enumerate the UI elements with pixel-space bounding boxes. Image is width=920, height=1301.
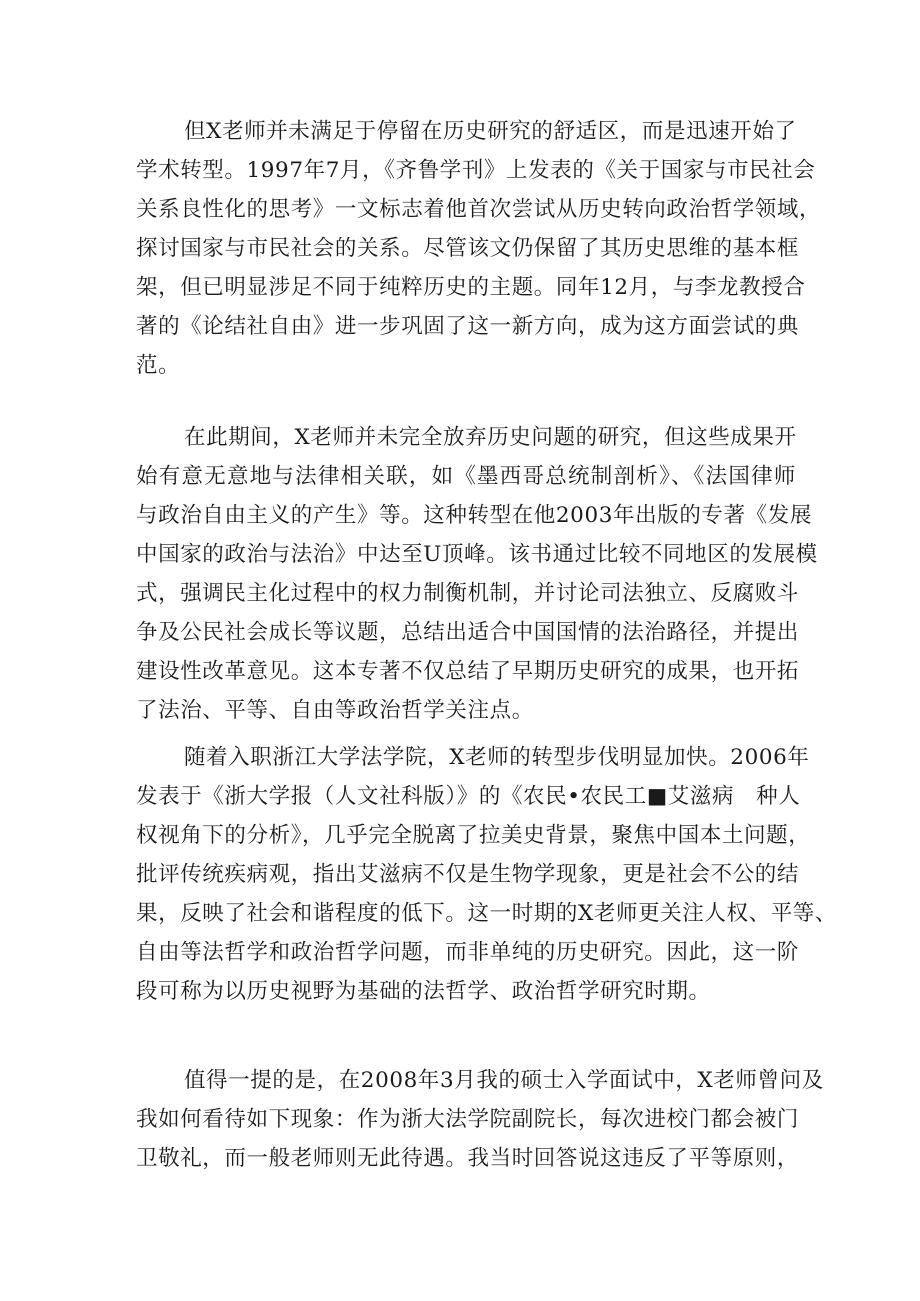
text-line: 值得一提的是，在2008年3月我的硕士入学面试中，X老师曾问及 [184,1068,824,1093]
text-line: 建设性改革意见。这本专著不仅总结了早期历史研究的成果，也开拓 [136,659,800,684]
text-line: 自由等法哲学和政治哲学问题，而非单纯的历史研究。因此，这一阶 [136,940,800,965]
text-line: 随着入职浙江大学法学院，X老师的转型步伐明显加快。2006年 [184,745,810,770]
text-line: 我如何看待如下现象：作为浙大法学院副院长，每次进校门都会被门 [136,1107,800,1132]
text-line: 探讨国家与市民社会的关系。尽管该文仍保留了其历史思维的基本框 [136,236,800,261]
text-line: 卫敬礼，而一般老师则无此待遇。我当时回答说这违反了平等原则， [136,1146,800,1171]
paragraph-3 [136,738,838,1011]
text-line: 著的《论结社自由》进一步巩固了这一新方向，成为这方面尝试的典 [136,314,800,339]
text-line: 权视角下的分析》，几乎完全脱离了拉美史背景，聚焦中国本土问题， [136,823,811,848]
paragraph-1 [136,112,822,385]
text-line: 在此期间，X老师并未完全放弃历史问题的研究，但这些成果开 [184,425,797,450]
paragraph-2 [136,418,818,730]
text-line: 架，但已明显涉足不同于纯粹历史的主题。同年12月，与李龙教授合 [136,275,806,300]
text-line: 发表于《浙大学报（人文社科版）》的《农民•农民工■艾滋病 种人 [136,784,801,809]
text-line: 关系良性化的思考》一文标志着他首次尝试从历史转向政治哲学领域， [136,197,822,222]
text-line: 中国家的政治与法治》中达至U顶峰。该书通过比较不同地区的发展模 [136,542,818,567]
text-line: 始有意无意地与法律相关联，如《墨西哥总统制剖析》、《法国律师 [136,464,796,489]
text-line: 了法治、平等、自由等政治哲学关注点。 [136,698,534,723]
text-line: 学术转型。1997年7月，《齐鲁学刊》上发表的《关于国家与市民社会 [136,158,816,183]
text-line: 范。 [136,353,181,378]
paragraph-4 [136,1061,824,1178]
text-line: 式，强调民主化过程中的权力制衡机制，并讨论司法独立、反腐败斗 [136,581,800,606]
text-line: 争及公民社会成长等议题，总结出适合中国国情的法治路径，并提出 [136,620,800,645]
text-line: 果，反映了社会和谐程度的低下。这一时期的X老师更关注人权、平等、 [136,901,838,926]
text-line: 段可称为以历史视野为基础的法哲学、政治哲学研究时期。 [136,979,711,1004]
text-line: 批评传统疾病观，指出艾滋病不仅是生物学现象，更是社会不公的结 [136,862,800,887]
text-line: 但X老师并未满足于停留在历史研究的舒适区，而是迅速开始了 [184,119,797,144]
text-line: 与政治自由主义的产生》等。这种转型在他2003年出版的专著《发展 [136,503,812,528]
